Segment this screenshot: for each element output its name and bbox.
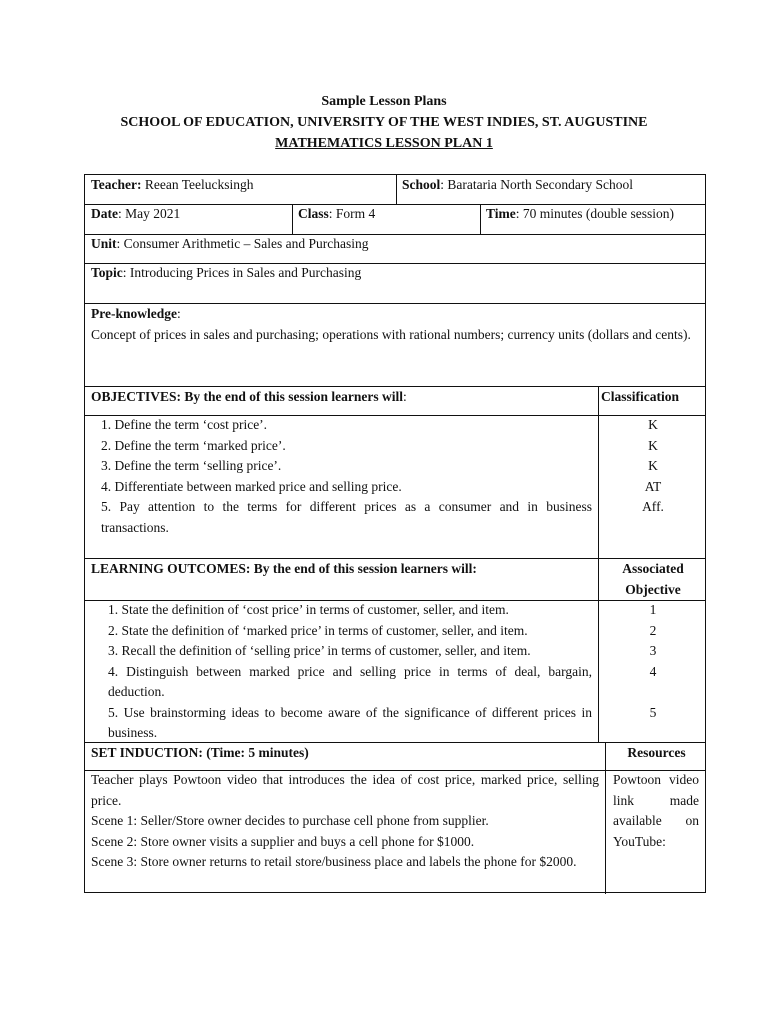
assoc-header-line2: Objective <box>625 581 681 597</box>
set-induction-heading: SET INDUCTION: (Time: 5 minutes) <box>91 745 309 760</box>
classification-code: K <box>648 417 658 432</box>
preknowledge-heading <box>91 304 181 325</box>
unit-label: Unit <box>91 236 117 251</box>
classification-code: K <box>648 458 658 473</box>
scene-2: Scene 2: Store owner visits a supplier and buys a cell phone for $1000. <box>91 833 475 849</box>
outcome-item: 5. Use brainstorming ideas to become aware of the significance of different prices in business. <box>108 704 592 740</box>
outcome-item: 4. Distinguish between marked price and selling price in terms of deal, bargain, deduction. <box>108 663 592 699</box>
outcome-objective: 1 <box>649 602 657 617</box>
teacher-field <box>91 175 254 196</box>
class-label: Class <box>298 206 329 221</box>
scene-3: Scene 3: Store owner returns to retail store/business place and labels the phone for $2000. <box>91 854 577 869</box>
topic-field <box>91 263 361 284</box>
preknowledge-text: Concept of prices in sales and purchasing; operations with rational numbers; currency units (dollars and cents). <box>91 327 691 342</box>
associated-objective-header <box>599 559 707 600</box>
column-divider <box>480 204 481 234</box>
objectives-heading-colon: : <box>403 389 407 404</box>
column-divider <box>396 175 397 204</box>
doc-subtitle: Sample Lesson Plans <box>321 94 447 109</box>
preknowledge-label: Pre-knowledge <box>91 306 177 321</box>
outcomes-heading: LEARNING OUTCOMES: By the end of this session learners will: <box>91 561 477 576</box>
objectives-heading-text: OBJECTIVES: By the end of this session learners will <box>91 389 404 404</box>
topic-label: Topic <box>91 265 123 280</box>
objective-item: 2. Define the term ‘marked price’. <box>101 437 286 453</box>
school-value: : Barataria North Secondary School <box>440 177 633 192</box>
time-field <box>486 204 674 225</box>
document-header <box>0 91 768 154</box>
resources-text: Powtoon video link made available on YouTube: <box>613 772 699 849</box>
teacher-value: Reean Teelucksingh <box>141 177 254 192</box>
column-divider <box>605 742 606 894</box>
outcome-objective: 4 <box>649 664 657 679</box>
lesson-plan-title: MATHEMATICS LESSON PLAN 1 <box>275 136 493 151</box>
objectives-list <box>101 415 592 538</box>
classification-code: K <box>648 437 658 453</box>
set-induction-body <box>91 770 599 873</box>
unit-value: : Consumer Arithmetic – Sales and Purchasing <box>116 236 369 251</box>
column-divider <box>292 204 293 234</box>
objective-item: 4. Differentiate between marked price and selling price. <box>101 478 402 494</box>
institution-title: SCHOOL OF EDUCATION, UNIVERSITY OF THE WEST INDIES, ST. AUGUSTINE <box>120 115 648 130</box>
school-label: School <box>402 177 441 192</box>
preknowledge-colon: : <box>177 306 181 321</box>
class-field <box>298 204 375 225</box>
class-value: : Form 4 <box>328 206 376 221</box>
topic-value: : Introducing Prices in Sales and Purchasing <box>122 265 362 280</box>
outcome-objective: 3 <box>649 643 657 658</box>
outcome-objective: 2 <box>649 623 657 638</box>
time-value: : 70 minutes (double session) <box>515 206 674 221</box>
objective-item: 5. Pay attention to the terms for different prices as a consumer and in business transactions. <box>101 499 592 535</box>
objective-item: 3. Define the term ‘selling price’. <box>101 458 282 473</box>
assoc-header-line1: Associated <box>622 561 684 576</box>
scene-1: Scene 1: Seller/Store owner decides to purchase cell phone from supplier. <box>91 813 489 828</box>
outcome-item: 3. Recall the definition of ‘selling price’ in terms of customer, seller, and item. <box>108 643 531 658</box>
outcome-item: 2. State the definition of ‘marked price’ in terms of customer, seller, and item. <box>108 622 528 638</box>
classification-code: AT <box>644 478 662 494</box>
date-label: Date <box>91 206 118 221</box>
unit-field <box>91 234 368 255</box>
objective-item: 1. Define the term ‘cost price’. <box>101 417 268 432</box>
lesson-plan-form <box>84 174 706 893</box>
objectives-heading <box>91 387 407 408</box>
outcome-item: 1. State the definition of ‘cost price’ in terms of customer, seller, and item. <box>108 602 509 617</box>
classification-code: Aff. <box>642 499 664 514</box>
outcome-objective: 5 <box>649 705 657 720</box>
school-field <box>402 175 633 196</box>
resources-header: Resources <box>627 745 686 760</box>
teacher-label: Teacher: <box>91 177 142 192</box>
set-induction-intro: Teacher plays Powtoon video that introduces the idea of cost price, marked price, selling price. <box>91 772 599 808</box>
outcomes-list <box>108 600 592 744</box>
time-label: Time <box>486 206 516 221</box>
date-field <box>91 204 180 225</box>
date-value: : May 2021 <box>118 206 181 221</box>
classification-header: Classification <box>601 389 680 404</box>
classification-list <box>599 415 707 518</box>
